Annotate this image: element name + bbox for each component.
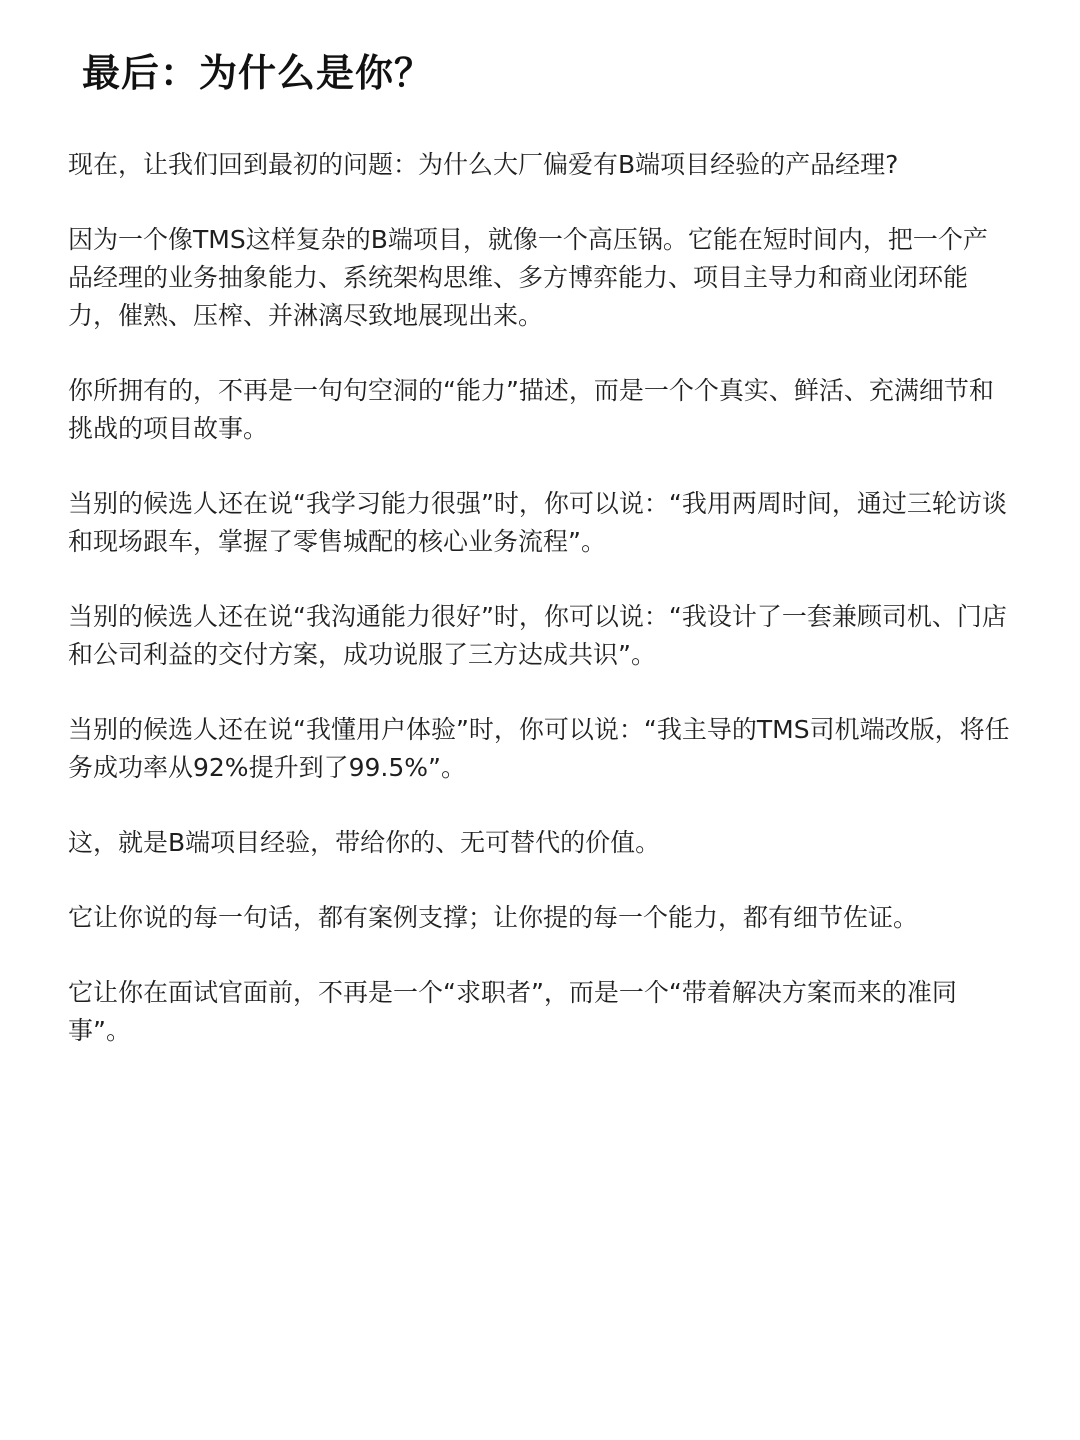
paragraph-learning-example: 当别的候选人还在说“我学习能力很强”时，你可以说：“我用两周时间，通过三轮访谈和现场跟车，掌握了零售城配的核心业务流程”。 [68, 489, 1007, 556]
paragraph-value: 这，就是B端项目经验，带给你的、无可替代的价值。 [68, 828, 661, 857]
article-body [68, 146, 1012, 1050]
paragraph-ux-example: 当别的候选人还在说“我懂用户体验”时，你可以说：“我主导的TMS司机端改版，将任务成功率从92%提升到了99.5%”。 [68, 715, 1010, 782]
paragraph-evidence: 它让你说的每一句话，都有案例支撑；让你提的每一个能力，都有细节佐证。 [68, 903, 919, 932]
page-title: 最后：为什么是你？ [82, 51, 434, 95]
paragraph-intro-question: 现在，让我们回到最初的问题：为什么大厂偏爱有B端项目经验的产品经理? [68, 150, 899, 179]
paragraph-communication-example: 当别的候选人还在说“我沟通能力很好”时，你可以说：“我设计了一套兼顾司机、门店和公司利益的交付方案，成功说服了三方达成共识”。 [68, 602, 1007, 669]
paragraph-real-stories: 你所拥有的，不再是一句句空洞的“能力”描述，而是一个个真实、鲜活、充满细节和挑战的项目故事。 [68, 376, 994, 443]
paragraph-pressure-cooker: 因为一个像TMS这样复杂的B端项目，就像一个高压锅。它能在短时间内，把一个产品经理的业务抽象能力、系统架构思维、多方博弈能力、项目主导力和商业闭环能力，催熟、压榨、并淋漓尽致地展现出来。 [68, 225, 988, 330]
paragraph-conclusion: 它让你在面试官面前，不再是一个“求职者”，而是一个“带着解决方案而来的准同事”。 [68, 978, 957, 1045]
